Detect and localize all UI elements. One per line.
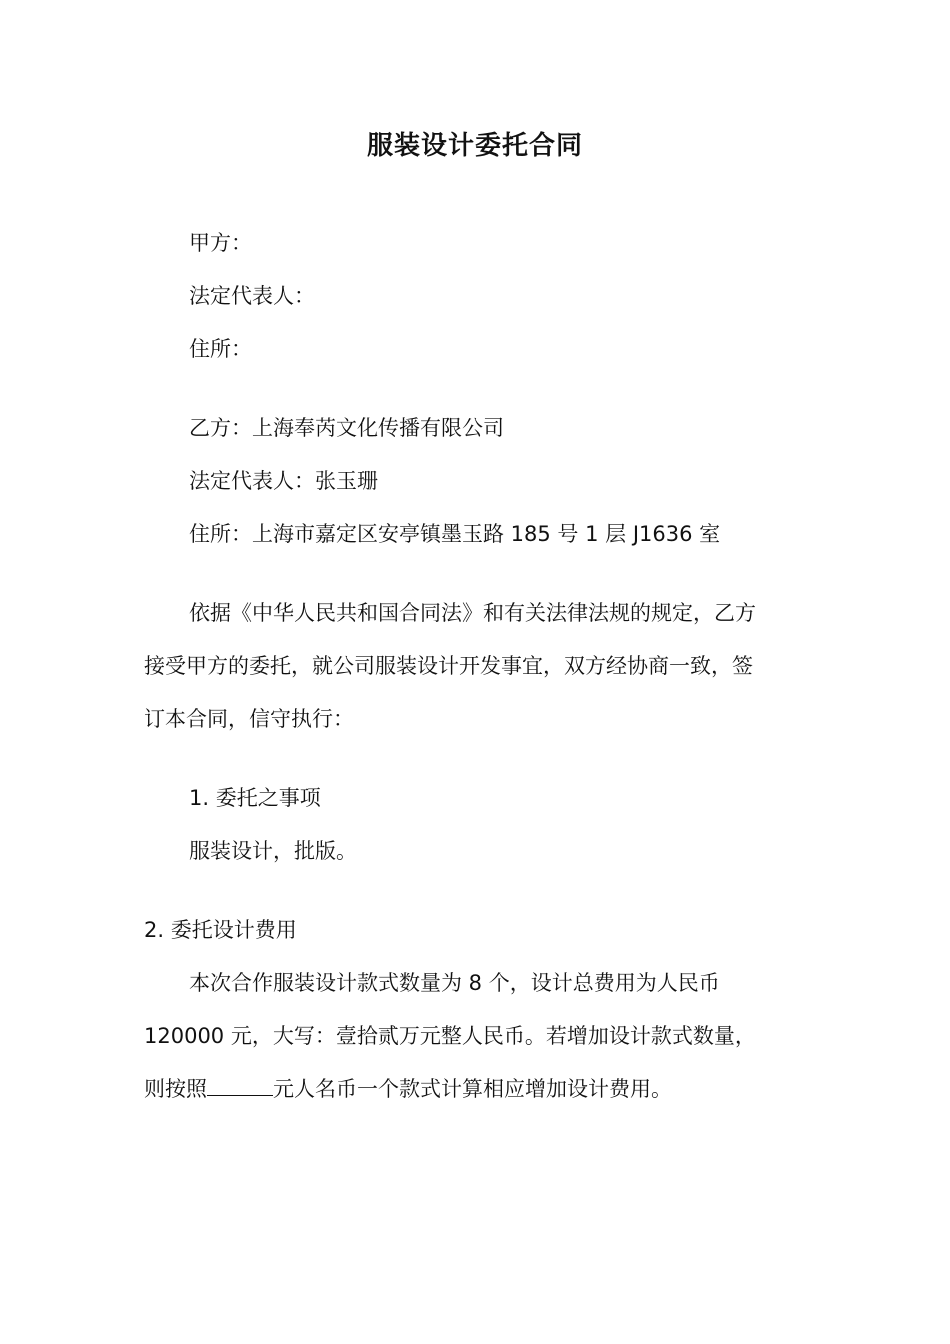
party-a-address-label: 住所： xyxy=(189,337,252,361)
party-b-representative: 法定代表人：张玉珊 xyxy=(189,469,378,493)
section-1-heading: 1. 委托之事项 xyxy=(189,786,321,810)
section-2-line-2: 120000 元，大写：壹拾贰万元整人民币。若增加设计款式数量， xyxy=(144,1024,756,1048)
party-b-address: 住所：上海市嘉定区安亭镇墨玉路 185 号 1 层 J1636 室 xyxy=(189,522,721,546)
document-title: 服装设计委托合同 xyxy=(366,131,583,161)
section-2-heading: 2. 委托设计费用 xyxy=(144,918,297,942)
preamble-line-2: 接受甲方的委托，就公司服装设计开发事宜，双方经协商一致，签 xyxy=(144,654,753,678)
section-1-body: 服装设计，批版。 xyxy=(189,839,357,863)
preamble-line-1: 依据《中华人民共和国合同法》和有关法律法规的规定，乙方 xyxy=(189,601,756,625)
section-2-line-3-after: 元人名币一个款式计算相应增加设计费用。 xyxy=(273,1077,672,1101)
party-a-rep-label: 法定代表人： xyxy=(189,284,315,308)
party-a-name-label: 甲方： xyxy=(189,231,252,255)
section-2-line-3-before: 则按照 xyxy=(144,1077,207,1101)
fill-in-blank xyxy=(207,1073,273,1096)
party-b-name: 乙方：上海奉芮文化传播有限公司 xyxy=(189,416,504,440)
section-2-line-3 xyxy=(144,1073,672,1105)
preamble-line-3: 订本合同，信守执行： xyxy=(144,707,354,731)
section-2-line-1: 本次合作服装设计款式数量为 8 个，设计总费用为人民币 xyxy=(189,971,720,995)
